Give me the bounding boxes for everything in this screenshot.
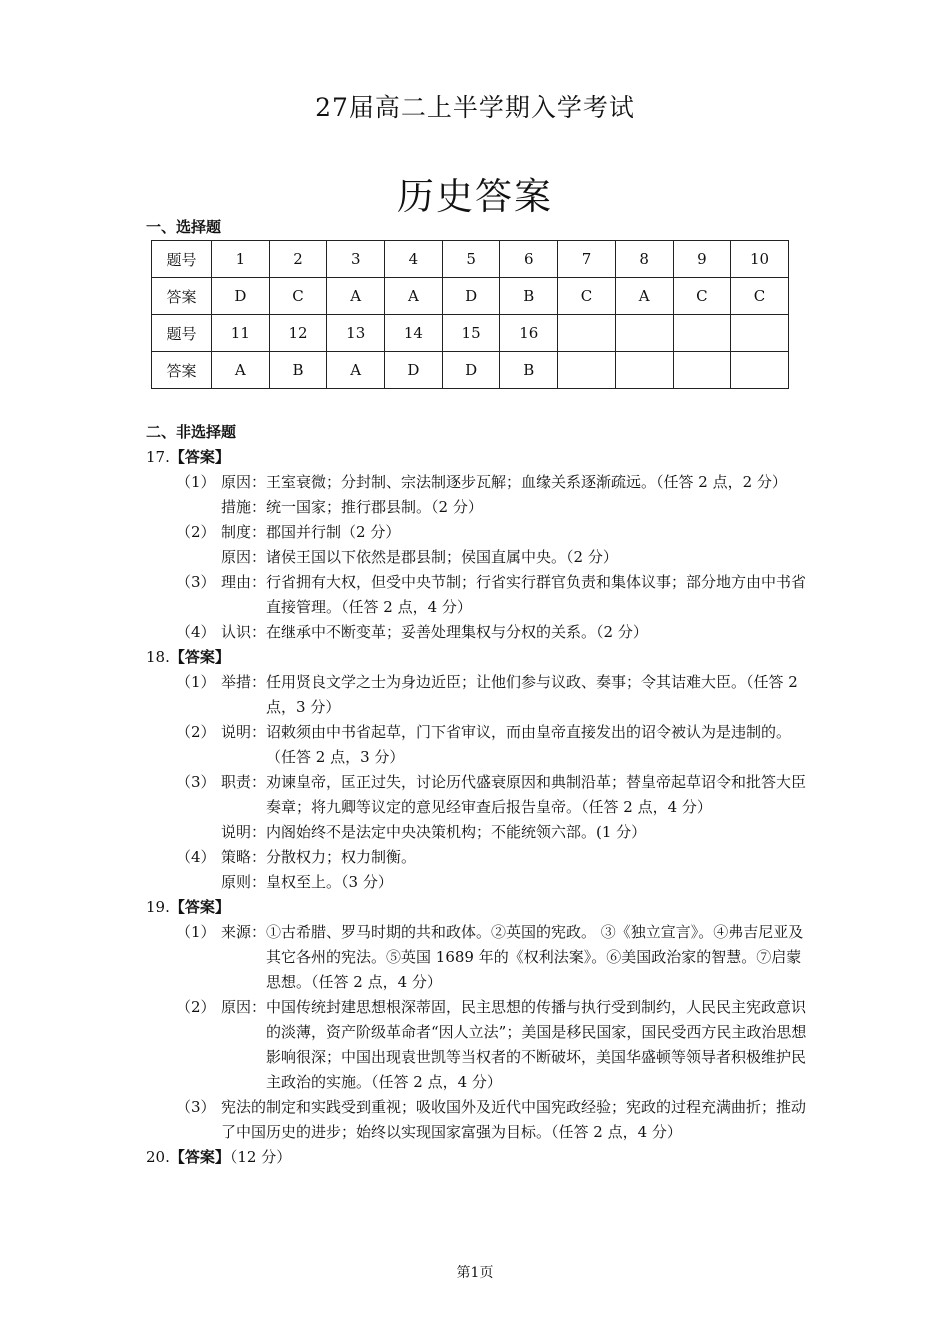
item-label: 举措： bbox=[221, 673, 267, 691]
list-item bbox=[176, 570, 810, 620]
answer-cell bbox=[673, 352, 731, 389]
list-item bbox=[176, 770, 810, 820]
item-number: （2） bbox=[176, 723, 216, 741]
answer-cell: C bbox=[731, 278, 789, 315]
answer-table bbox=[151, 240, 789, 389]
table-row bbox=[152, 352, 789, 389]
row-label: 答案 bbox=[152, 352, 212, 389]
item-label: 说明： bbox=[221, 723, 267, 741]
exam-title: 27届高二上半学期入学考试 bbox=[315, 93, 635, 122]
list-item bbox=[176, 995, 810, 1095]
question-number: 20. bbox=[146, 1148, 170, 1166]
question-number bbox=[673, 315, 731, 352]
table-row bbox=[152, 315, 789, 352]
list-item bbox=[176, 520, 810, 545]
question-number: 9 bbox=[673, 241, 731, 278]
item-text: 劝谏皇帝，匡正过失，讨论历代盛衰原因和典制沿革；替皇帝起草诏令和批答大臣奏章；将九卿等议定的意见经审查后报告皇帝。（任答 2 点，4 分） bbox=[266, 773, 807, 816]
list-item bbox=[176, 920, 810, 995]
answer-cell: A bbox=[212, 352, 270, 389]
question-17-heading bbox=[146, 445, 810, 470]
item-text: 王室衰微；分封制、宗法制逐步瓦解；血缘关系逐渐疏远。（任答 2 点，2 分） bbox=[266, 473, 787, 491]
item-label: 原因： bbox=[221, 548, 267, 566]
row-label: 答案 bbox=[152, 278, 212, 315]
item-label: 原则： bbox=[221, 873, 267, 891]
list-item bbox=[176, 1095, 810, 1145]
question-number: 2 bbox=[269, 241, 327, 278]
item-number: （1） bbox=[176, 923, 216, 941]
item-text: 行省拥有大权，但受中央节制；行省实行群官负责和集体议事；部分地方由中书省直接管理。（任答 2 点，4 分） bbox=[266, 573, 807, 616]
list-item bbox=[221, 495, 810, 520]
row-label: 题号 bbox=[152, 315, 212, 352]
question-number: 14 bbox=[385, 315, 443, 352]
question-number: 16 bbox=[500, 315, 558, 352]
list-item bbox=[176, 620, 810, 645]
table-row bbox=[152, 241, 789, 278]
item-text: 郡国并行制（2 分） bbox=[266, 523, 401, 541]
answer-cell bbox=[615, 352, 673, 389]
answer-cell: C bbox=[269, 278, 327, 315]
question-number: 13 bbox=[327, 315, 385, 352]
score-note: （12 分） bbox=[229, 1148, 292, 1166]
question-number: 1 bbox=[212, 241, 270, 278]
list-item bbox=[221, 870, 810, 895]
answer-tag: 【答案】 bbox=[169, 1148, 230, 1166]
item-number: （3） bbox=[176, 1098, 216, 1116]
item-text: 皇权至上。（3 分） bbox=[266, 873, 393, 891]
item-text: 诏敕须由中书省起草，门下省审议，而由皇帝直接发出的诏令被认为是违制的。（任答 2 点，3 分） bbox=[266, 723, 792, 766]
answer-cell: B bbox=[500, 278, 558, 315]
answer-cell: D bbox=[212, 278, 270, 315]
question-number: 3 bbox=[327, 241, 385, 278]
list-item bbox=[176, 670, 810, 720]
answer-cell: A bbox=[327, 278, 385, 315]
question-number: 4 bbox=[385, 241, 443, 278]
item-label: 理由： bbox=[221, 573, 267, 591]
item-label: 制度： bbox=[221, 523, 267, 541]
answer-cell: D bbox=[442, 278, 500, 315]
answer-cell: B bbox=[269, 352, 327, 389]
row-label: 题号 bbox=[152, 241, 212, 278]
question-number: 8 bbox=[615, 241, 673, 278]
question-number: 11 bbox=[212, 315, 270, 352]
question-20-heading bbox=[146, 1145, 810, 1170]
answer-cell: A bbox=[327, 352, 385, 389]
page-number: 第1页 bbox=[456, 1265, 494, 1281]
list-item bbox=[221, 545, 810, 570]
question-number: 17. bbox=[146, 448, 170, 466]
list-item bbox=[176, 845, 810, 870]
item-label: 职责： bbox=[221, 773, 267, 791]
item-number: （3） bbox=[176, 573, 216, 591]
question-18-heading bbox=[146, 645, 810, 670]
item-text: 诸侯王国以下依然是郡县制；侯国直属中央。（2 分） bbox=[266, 548, 618, 566]
question-number: 10 bbox=[731, 241, 789, 278]
item-label: 说明： bbox=[221, 823, 267, 841]
section-heading-nonchoice: 二、非选择题 bbox=[146, 423, 237, 441]
item-number: （2） bbox=[176, 523, 216, 541]
item-label: 原因： bbox=[221, 473, 267, 491]
item-text: 在继承中不断变革；妥善处理集权与分权的关系。（2 分） bbox=[266, 623, 648, 641]
item-number: （1） bbox=[176, 473, 216, 491]
answer-cell: C bbox=[673, 278, 731, 315]
item-text: ①古希腊、罗马时期的共和政体。②英国的宪政。 ③《独立宣言》。④弗吉尼亚及其它各州的宪法。⑤英国 1689 年的《权利法案》。⑥美国政治家的智慧。⑦启蒙思想。（任答 2 点，4 分） bbox=[266, 923, 804, 991]
question-number: 19. bbox=[146, 898, 170, 916]
answer-cell: A bbox=[385, 278, 443, 315]
question-19-heading bbox=[146, 895, 810, 920]
section-heading-choice: 一、选择题 bbox=[146, 218, 222, 236]
question-number: 15 bbox=[442, 315, 500, 352]
question-number bbox=[731, 315, 789, 352]
answer-cell: D bbox=[385, 352, 443, 389]
item-number: （3） bbox=[176, 773, 216, 791]
item-text: 宪法的制定和实践受到重视；吸收国外及近代中国宪政经验；宪政的过程充满曲折；推动了中国历史的进步；始终以实现国家富强为目标。（任答 2 点，4 分） bbox=[221, 1098, 807, 1141]
answer-content bbox=[146, 445, 810, 1170]
question-number: 7 bbox=[558, 241, 616, 278]
item-text: 分散权力；权力制衡。 bbox=[266, 848, 417, 866]
answer-tag: 【答案】 bbox=[169, 898, 230, 916]
question-number: 12 bbox=[269, 315, 327, 352]
answer-cell: C bbox=[558, 278, 616, 315]
item-label: 措施： bbox=[221, 498, 267, 516]
answer-cell: B bbox=[500, 352, 558, 389]
item-number: （1） bbox=[176, 673, 216, 691]
question-number: 6 bbox=[500, 241, 558, 278]
list-item bbox=[176, 470, 810, 495]
subject-title: 历史答案 bbox=[397, 175, 553, 218]
question-number: 18. bbox=[146, 648, 170, 666]
item-number: （4） bbox=[176, 848, 216, 866]
answer-cell bbox=[731, 352, 789, 389]
question-number bbox=[558, 315, 616, 352]
table-row bbox=[152, 278, 789, 315]
item-label: 策略： bbox=[221, 848, 267, 866]
item-text: 中国传统封建思想根深蒂固，民主思想的传播与执行受到制约，人民民主宪政意识的淡薄，资产阶级革命者“因人立法”；美国是移民国家，国民受西方民主政治思想影响很深；中国出现袁世凯等当权者的不断破坏，美国华盛顿等领导者积极维护民主政治的实施。（任答 2 点，4 分） bbox=[266, 998, 807, 1091]
item-label: 来源： bbox=[221, 923, 267, 941]
item-label: 认识： bbox=[221, 623, 267, 641]
item-label: 原因： bbox=[221, 998, 267, 1016]
question-number bbox=[615, 315, 673, 352]
list-item bbox=[176, 720, 810, 770]
answer-tag: 【答案】 bbox=[169, 448, 230, 466]
list-item bbox=[221, 820, 810, 845]
item-number: （4） bbox=[176, 623, 216, 641]
question-number: 5 bbox=[442, 241, 500, 278]
answer-cell: A bbox=[615, 278, 673, 315]
answer-tag: 【答案】 bbox=[169, 648, 230, 666]
item-text: 内阁始终不是法定中央决策机构；不能统领六部。(1 分） bbox=[266, 823, 647, 841]
item-text: 统一国家；推行郡县制。（2 分） bbox=[266, 498, 483, 516]
answer-cell: D bbox=[442, 352, 500, 389]
item-number: （2） bbox=[176, 998, 216, 1016]
item-text: 任用贤良文学之士为身边近臣；让他们参与议政、奏事；令其诘难大臣。（任答 2 点，3 分） bbox=[266, 673, 798, 716]
answer-cell bbox=[558, 352, 616, 389]
